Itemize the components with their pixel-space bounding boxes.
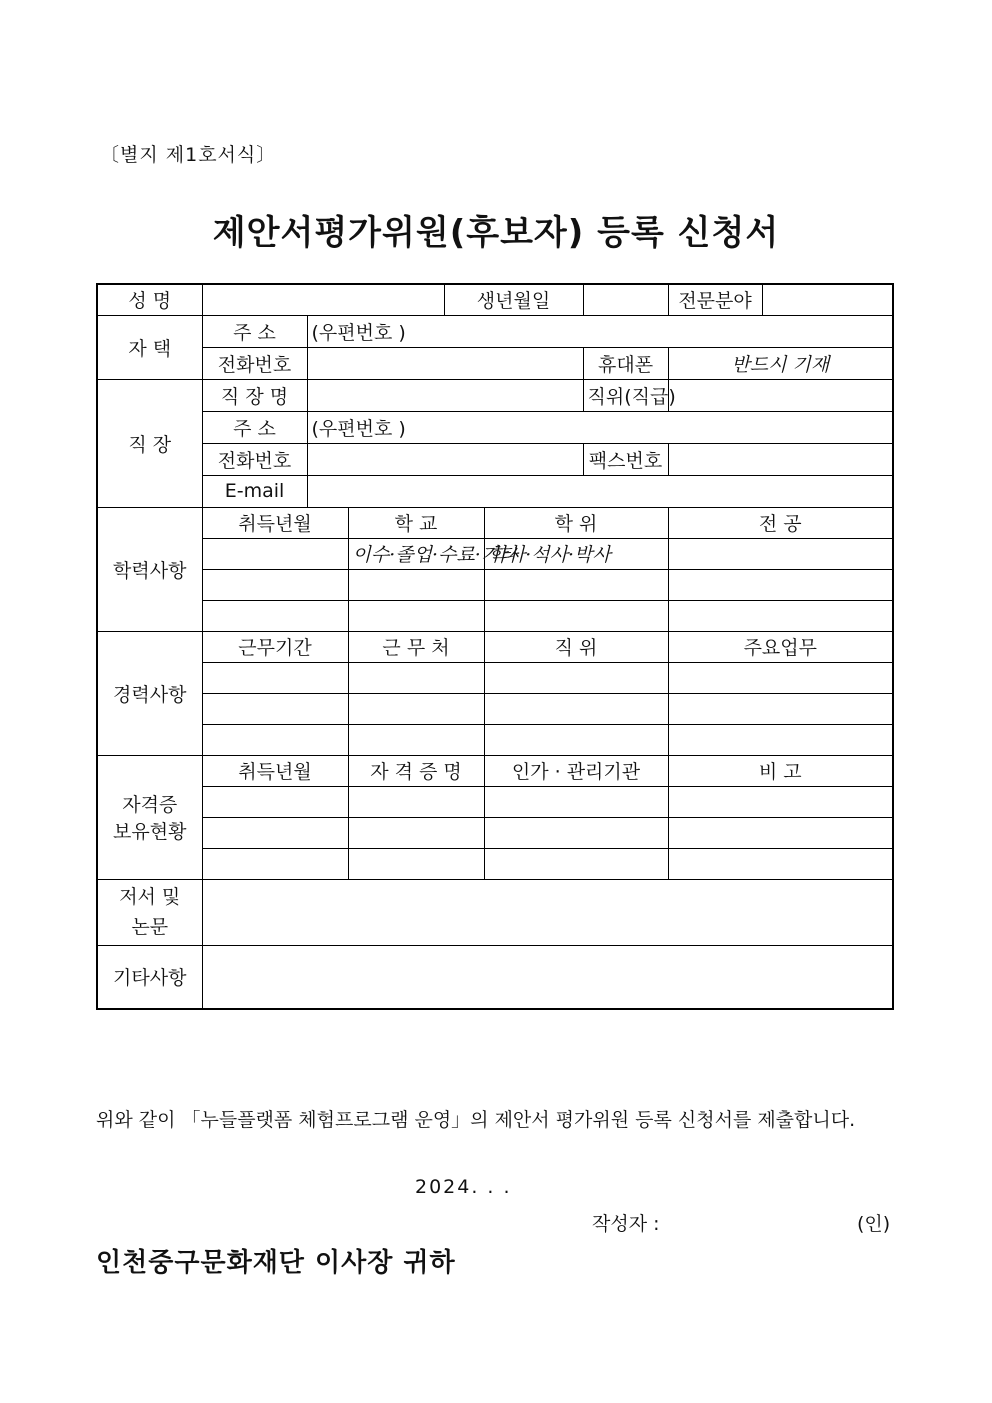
license-issuer-cell[interactable] <box>484 817 668 848</box>
career-period-cell[interactable] <box>202 724 348 755</box>
birth-label: 생년월일 <box>444 284 583 315</box>
career-position-cell[interactable] <box>484 662 668 693</box>
career-duties-cell[interactable] <box>668 662 893 693</box>
license-label-line1: 자격증 <box>122 794 178 816</box>
education-major-cell[interactable] <box>668 538 893 569</box>
career-period-cell[interactable] <box>202 693 348 724</box>
workplace-input[interactable] <box>307 379 583 411</box>
license-issuer-cell[interactable] <box>484 786 668 817</box>
work-address-input[interactable]: (우편번호 ) <box>307 411 893 443</box>
position-input[interactable] <box>668 379 893 411</box>
work-section-label: 직 장 <box>97 379 202 507</box>
home-phone-input[interactable] <box>307 347 583 379</box>
career-duties-cell[interactable] <box>668 693 893 724</box>
license-header-name: 자 격 증 명 <box>348 755 484 786</box>
addressee: 인천중구문화재단 이사장 귀하 <box>96 1248 456 1278</box>
license-name-cell[interactable] <box>348 848 484 879</box>
license-header-note: 비 고 <box>668 755 893 786</box>
license-name-cell[interactable] <box>348 786 484 817</box>
etc-input[interactable] <box>202 945 893 1009</box>
career-position-cell[interactable] <box>484 724 668 755</box>
education-major-cell[interactable] <box>668 569 893 600</box>
education-degree-cell[interactable] <box>484 569 668 600</box>
home-address-label: 주 소 <box>202 315 307 347</box>
education-date-cell[interactable] <box>202 569 348 600</box>
education-section-label: 학력사항 <box>97 507 202 631</box>
education-degree-cell[interactable] <box>484 600 668 631</box>
education-date-cell[interactable] <box>202 600 348 631</box>
education-header-major: 전 공 <box>668 507 893 538</box>
fax-input[interactable] <box>668 443 893 475</box>
career-header-position: 직 위 <box>484 631 668 662</box>
mobile-input[interactable]: 반드시 기재 <box>668 347 893 379</box>
license-section-label <box>97 755 202 879</box>
name-label: 성 명 <box>97 284 202 315</box>
papers-input[interactable] <box>202 879 893 945</box>
career-position-cell[interactable] <box>484 693 668 724</box>
license-note-cell[interactable] <box>668 848 893 879</box>
email-label: E-mail <box>202 475 307 507</box>
license-name-cell[interactable] <box>348 817 484 848</box>
education-major-cell[interactable] <box>668 600 893 631</box>
license-date-cell[interactable] <box>202 848 348 879</box>
license-date-cell[interactable] <box>202 817 348 848</box>
education-date-cell[interactable] <box>202 538 348 569</box>
education-degree-cell[interactable]: 학사·석사·박사 <box>484 538 668 569</box>
license-issuer-cell[interactable] <box>484 848 668 879</box>
education-school-cell[interactable] <box>348 569 484 600</box>
career-company-cell[interactable] <box>348 662 484 693</box>
education-school-cell[interactable]: 이수·졸업·수료·기타 <box>348 538 484 569</box>
license-label-line2: 보유현황 <box>113 821 187 843</box>
education-school-cell[interactable] <box>348 600 484 631</box>
license-note-cell[interactable] <box>668 817 893 848</box>
etc-label: 기타사항 <box>97 945 202 1009</box>
form-title: 제안서평가위원(후보자) 등록 신청서 <box>212 213 780 253</box>
email-input[interactable] <box>307 475 893 507</box>
position-label: 직위(직급) <box>583 379 668 411</box>
submission-date: 2024. . . <box>415 1176 512 1198</box>
career-header-period: 근무기간 <box>202 631 348 662</box>
work-phone-input[interactable] <box>307 443 583 475</box>
career-company-cell[interactable] <box>348 724 484 755</box>
papers-label <box>97 879 202 945</box>
license-date-cell[interactable] <box>202 786 348 817</box>
workplace-label: 직 장 명 <box>202 379 307 411</box>
education-header-degree: 학 위 <box>484 507 668 538</box>
home-phone-label: 전화번호 <box>202 347 307 379</box>
writer-label: 작성자 : <box>592 1213 660 1235</box>
work-address-label: 주 소 <box>202 411 307 443</box>
work-phone-label: 전화번호 <box>202 443 307 475</box>
career-duties-cell[interactable] <box>668 724 893 755</box>
seal-label: (인) <box>857 1213 891 1235</box>
education-header-date: 취득년월 <box>202 507 348 538</box>
career-period-cell[interactable] <box>202 662 348 693</box>
career-company-cell[interactable] <box>348 693 484 724</box>
education-header-school: 학 교 <box>348 507 484 538</box>
license-note-cell[interactable] <box>668 786 893 817</box>
home-address-input[interactable]: (우편번호 ) <box>307 315 893 347</box>
papers-label-line2: 논문 <box>131 916 169 938</box>
fax-label: 팩스번호 <box>583 443 668 475</box>
application-form-table <box>96 283 894 1010</box>
license-header-date: 취득년월 <box>202 755 348 786</box>
home-section-label: 자 택 <box>97 315 202 379</box>
name-input-cell[interactable] <box>202 284 444 315</box>
career-header-company: 근 무 처 <box>348 631 484 662</box>
field-input-cell[interactable] <box>762 284 893 315</box>
birth-input-cell[interactable] <box>583 284 668 315</box>
field-label: 전문분야 <box>668 284 762 315</box>
career-section-label: 경력사항 <box>97 631 202 755</box>
license-header-issuer: 인가 · 관리기관 <box>484 755 668 786</box>
career-header-duties: 주요업무 <box>668 631 893 662</box>
submission-statement: 위와 같이 「누들플랫폼 체험프로그램 운영」의 제안서 평가위원 등록 신청서를 제출합니다. <box>96 1109 856 1131</box>
attachment-label: 〔별지 제1호서식〕 <box>100 144 277 166</box>
papers-label-line1: 저서 및 <box>119 886 181 908</box>
mobile-label: 휴대폰 <box>583 347 668 379</box>
